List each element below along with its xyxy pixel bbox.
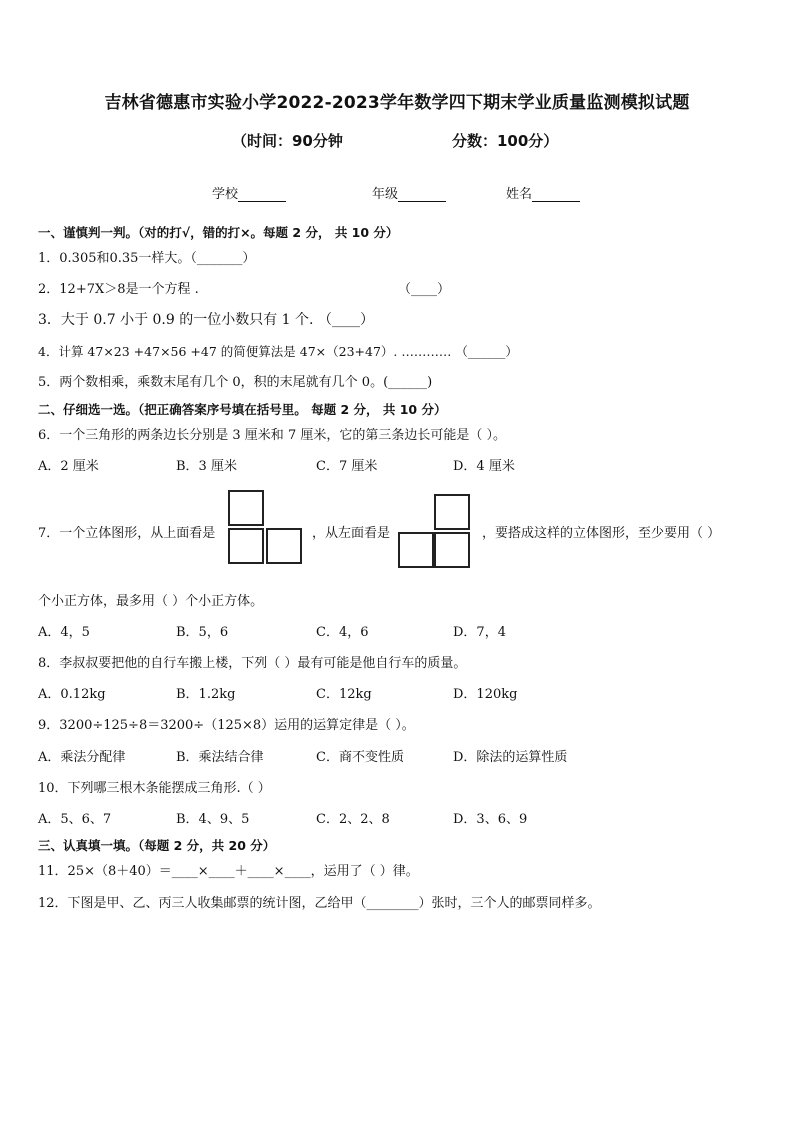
grade-field[interactable] (372, 183, 446, 202)
q8-option-b: B．1.2kg (176, 687, 236, 702)
school-field[interactable] (212, 183, 286, 202)
question-5: 5．两个数相乘，乘数末尾有几个 0，积的末尾就有几个 0。(______) (38, 375, 433, 390)
q8-option-a: A．0.12kg (38, 687, 106, 702)
q7-option-d: D．7，4 (453, 625, 506, 640)
question-4: 4．计算 47×23 +47×56 +47 的简便算法是 47×（23+47）. ………… （______） (38, 344, 518, 359)
grade-label: 年级 (372, 187, 399, 202)
question-3: 3．大于 0.7 小于 0.9 的一位小数只有 1 个. （____） (38, 312, 374, 328)
q6-option-d: D．4 厘米 (453, 459, 515, 474)
question-2-blank: （____） (398, 282, 451, 297)
q10-option-c: C．2、2、8 (316, 812, 390, 827)
section3-heading: 三、认真填一填。（每题 2 分，共 20 分） (38, 838, 276, 853)
q8-option-c: C．12kg (316, 687, 372, 702)
q7-option-b: B．5，6 (176, 625, 229, 640)
name-label: 姓名 (506, 187, 533, 202)
school-label: 学校 (212, 187, 239, 202)
question-1: 1．0.305和0.35一样大。（_______） (38, 251, 256, 266)
q10-option-d: D．3、6、9 (453, 812, 528, 827)
top-view-figure (228, 490, 306, 570)
q7-option-a: A．4，5 (38, 625, 90, 640)
question-7-part1: 7．一个立体图形，从上面看是 (38, 526, 216, 541)
question-7-part2: ，从左面看是 (312, 526, 391, 541)
section1-heading: 一、谨慎判一判。（对的打√，错的打×。每题 2 分， 共 10 分） (38, 225, 399, 240)
question-8: 8．李叔叔要把他的自行车搬上楼，下列（ ）最有可能是他自行车的质量。 (38, 656, 467, 671)
q7-option-c: C．4，6 (316, 625, 369, 640)
q9-option-c: C．商不变性质 (316, 750, 404, 765)
section2-heading: 二、仔细选一选。（把正确答案序号填在括号里。 每题 2 分， 共 10 分） (38, 402, 447, 417)
question-12: 12．下图是甲、乙、丙三人收集邮票的统计图，乙给甲（________）张时，三个人的邮票同样多。 (38, 896, 601, 911)
q9-option-a: A．乘法分配律 (38, 750, 126, 765)
exam-score: 分数：100分） (452, 132, 559, 150)
q9-option-b: B．乘法结合律 (176, 750, 264, 765)
exam-time: （时间：90分钟 (232, 132, 343, 150)
question-6: 6．一个三角形的两条边长分别是 3 厘米和 7 厘米，它的第三条边长可能是（ ）。 (38, 428, 506, 443)
question-7-part4: 个小正方体，最多用（ ）个小正方体。 (38, 594, 264, 609)
q10-option-a: A．5、6、7 (38, 812, 112, 827)
q6-option-b: B．3 厘米 (176, 459, 237, 474)
question-2: 2．12+7X＞8是一个方程 . (38, 282, 199, 297)
left-view-figure (398, 494, 476, 570)
exam-title: 吉林省德惠市实验小学2022-2023学年数学四下期末学业质量监测模拟试题 (104, 93, 690, 113)
question-11: 11．25×（8＋40）＝____×____＋____×____，运用了（ ）律。 (38, 864, 419, 879)
q8-option-d: D．120kg (453, 687, 518, 702)
question-10: 10．下列哪三根木条能摆成三角形.（ ） (38, 781, 271, 796)
question-7-part3: ，要搭成这样的立体图形，至少要用（ ） (482, 526, 721, 541)
question-9: 9．3200÷125÷8＝3200÷（125×8）运用的运算定律是（ ）。 (38, 718, 415, 733)
q9-option-d: D．除法的运算性质 (453, 750, 568, 765)
q6-option-a: A．2 厘米 (38, 459, 99, 474)
q10-option-b: B．4、9、5 (176, 812, 250, 827)
name-field[interactable] (506, 183, 580, 202)
q6-option-c: C．7 厘米 (316, 459, 378, 474)
